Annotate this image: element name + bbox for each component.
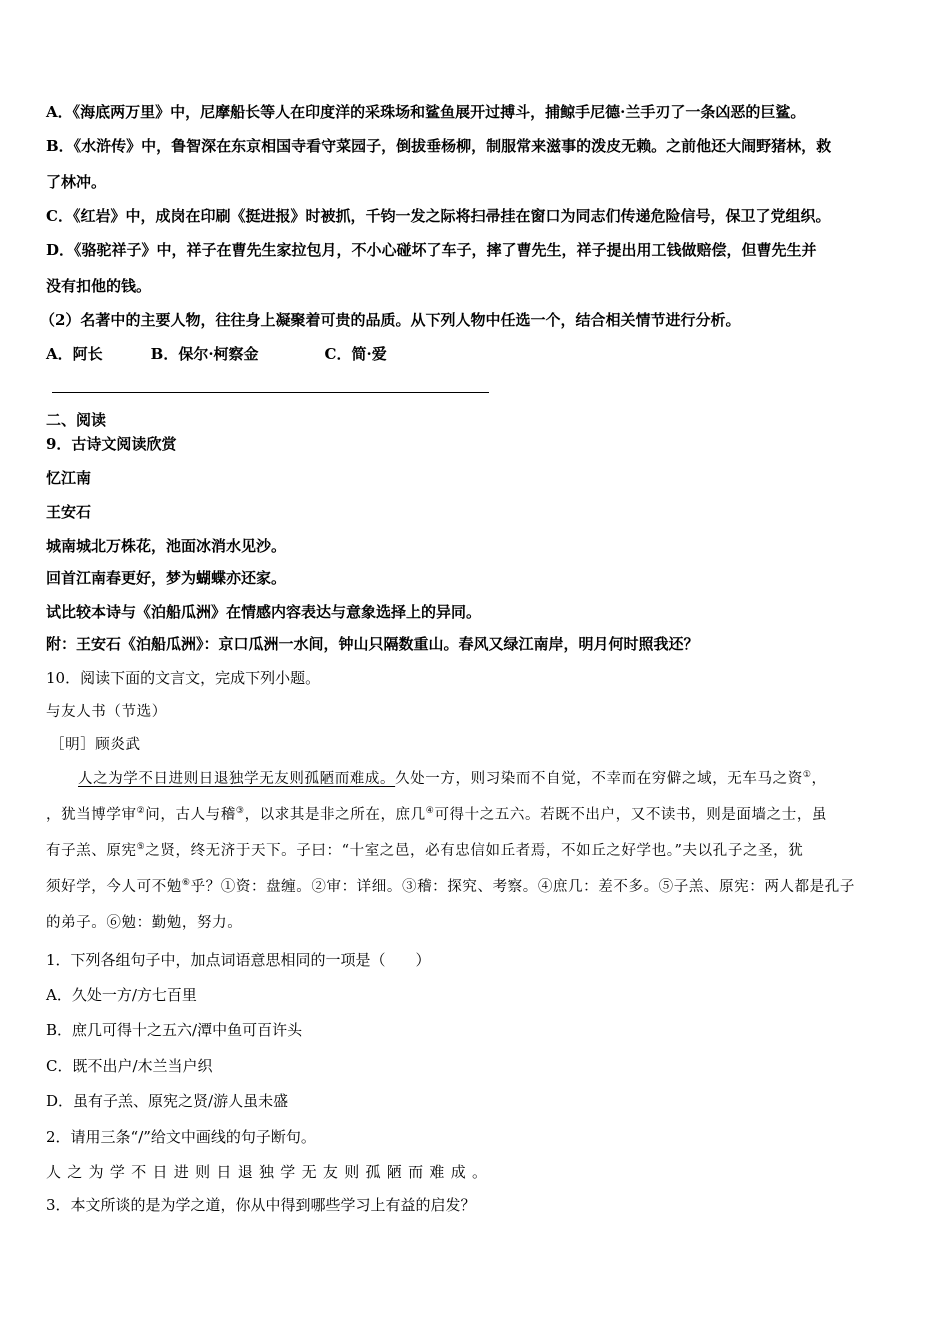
passage-line-1: 人之为学不日进则日退独学无友则孤陋而难成。久处一方，则习染而不自觉，不幸而在穷僻之域，无车马之资①， — [78, 770, 827, 787]
q9-appendix: 附：王安石《泊船瓜洲》：京口瓜洲一水间，钟山只隔数重山。春风又绿江南岸，明月何时照我还？ — [46, 635, 699, 653]
answer-line — [52, 392, 489, 393]
sq1-option-b: B．庶几可得十之五六/潭中鱼可百许头 — [46, 1021, 303, 1039]
footnote-marker-6: ⑥ — [181, 878, 191, 889]
q8-option-d-line1: D．《骆驼祥子》中，祥子在曹先生家拉包月，不小心碰坏了车子，摔了曹先生，祥子提出用工钱做赔偿，但曹先生并 — [46, 241, 817, 259]
q9-question: 试比较本诗与《泊船瓜洲》在情感内容表达与意象选择上的异同。 — [46, 603, 482, 621]
section-heading-reading: 二、阅读 — [46, 411, 107, 429]
choice-b: B．保尔·柯察金 — [150, 345, 259, 363]
footnote-marker-3: ③ — [235, 806, 245, 817]
passage-line-5: 的弟子。⑥勉：勤勉，努力。 — [46, 915, 243, 931]
footnote-marker-2: ② — [136, 806, 146, 817]
poem-line-2: 回首江南春更好，梦为蝴蝶亦还家。 — [46, 569, 287, 587]
sq1-option-d: D．虽有子羔、原宪之贤/游人虽未盛 — [46, 1092, 289, 1110]
poem-author: 王安石 — [46, 503, 92, 521]
choice-c: C．简·爱 — [324, 345, 387, 363]
q8-choices — [46, 344, 387, 364]
choice-a: A．阿长 — [46, 345, 103, 363]
passage-line-2: ，犹当博学审②问，古人与稽③，以求其是非之所在，庶几④可得十之五六。若既不出户，又不读书，则是面墙之士，虽 — [46, 806, 828, 823]
sq1-option-a: A．久处一方/方七百里 — [46, 986, 197, 1004]
q8-option-c: C．《红岩》中，成岗在印刷《挺进报》时被抓，千钧一发之际将扫帚挂在窗口为同志们传递危险信号，保卫了党组织。 — [46, 207, 831, 225]
q8-option-a: A．《海底两万里》中，尼摩船长等人在印度洋的采珠场和鲨鱼展开过搏斗，捕鲸手尼德·兰手刃了一条凶恶的巨鲨。 — [46, 103, 806, 121]
footnote-marker-5: ⑤ — [136, 842, 146, 853]
subquestion-1: 1．下列各组句子中，加点词语意思相同的一项是（ ） — [46, 951, 431, 969]
poem-title: 忆江南 — [46, 469, 92, 487]
q9-title: 9．古诗文阅读欣赏 — [46, 435, 177, 453]
q8-option-b-line2: 了林冲。 — [46, 173, 107, 191]
q8-option-d-line2: 没有扣他的钱。 — [46, 277, 152, 295]
subquestion-3: 3．本文所谈的是为学之道，你从中得到哪些学习上有益的启发？ — [46, 1196, 476, 1214]
underlined-sentence: 人之为学不日进则日退独学无友则孤陋而难成。 — [78, 771, 396, 787]
passage-title: 与友人书（节选） — [46, 704, 167, 720]
q10-title: 10．阅读下面的文言文，完成下列小题。 — [46, 669, 321, 687]
passage-line-3: 有子羔、原宪⑤之贤，终无济于天下。子曰：“十室之邑，必有忠信如丘者焉，不如丘之好学也。”夫以孔子之圣，犹 — [46, 842, 804, 859]
footnote-marker-1: ① — [802, 770, 812, 781]
passage-author: ［明］顾炎武 — [50, 737, 141, 753]
q8-option-b-line1: B．《水浒传》中，鲁智深在东京相国寺看守菜园子，倒拔垂杨柳，制服常来滋事的泼皮无赖。之前他还大闹野猪林，救 — [46, 137, 832, 155]
subquestion-2: 2．请用三条“/”给文中画线的句子断句。 — [46, 1128, 316, 1146]
footnote-marker-4: ④ — [425, 806, 435, 817]
sq2-sentence: 人之为学不日进则日退独学无友则孤陋而难成。 — [46, 1163, 494, 1181]
passage-line-4: 须好学，今人可不勉⑥乎？①资：盘缠。②审：详细。③稽：探究、考察。④庶几：差不多。⑤子羔、原宪：两人都是孔子 — [46, 878, 855, 895]
sq1-option-c: C．既不出户/木兰当户织 — [46, 1057, 213, 1075]
q8-subquestion-2: （2）名著中的主要人物，往往身上凝聚着可贵的品质。从下列人物中任选一个，结合相关情节进行分析。 — [40, 311, 741, 329]
poem-line-1: 城南城北万株花，池面冰消水见沙。 — [46, 537, 287, 555]
